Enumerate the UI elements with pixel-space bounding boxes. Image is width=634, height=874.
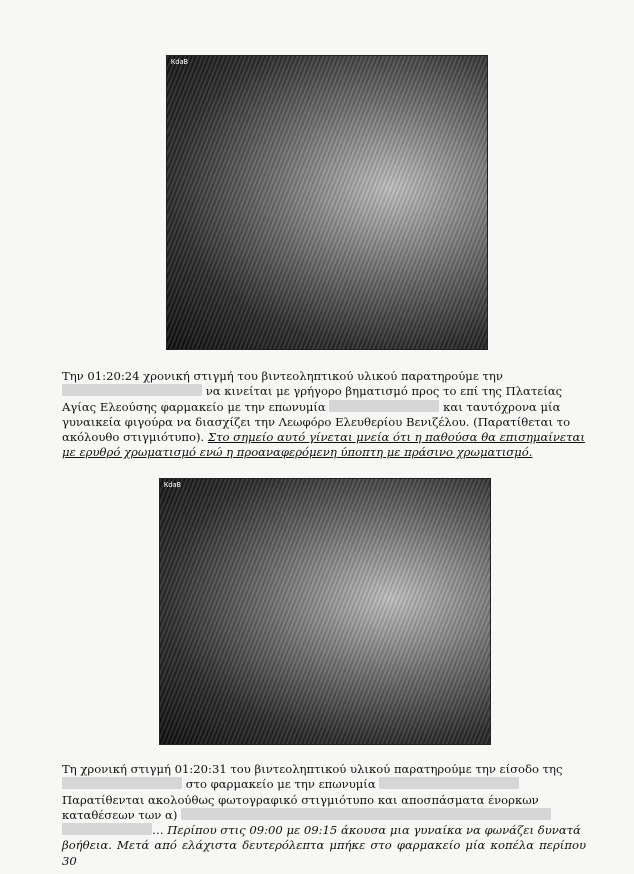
redaction [62,823,152,835]
redaction [181,808,551,820]
underlined-note: Στο σημείο αυτό γίνεται μνεία ότι η παθούσα θα επισημαίνεται [207,430,585,445]
redaction [379,777,519,789]
camera-stamp: KdaB [171,58,188,66]
redaction [329,400,439,412]
camera-stamp: KdaB [164,481,181,489]
cctv-still-2 [159,478,491,745]
redaction [62,384,202,396]
redaction [62,777,182,789]
paragraph-1: Την 01:20:24 χρονική στιγμή του βιντεοληπτικού υλικού παρατηρούμε την να κινείται με γρήγορο βηματισμό προς το επί της Πλατείας Αγίας Ελεούσης φαρμακείο με την επωνυμία και ταυτόχρονα μία γυναικεία φιγούρα να διασχίζει την Λεωφόρο Ελευθερίου Βενιζέλου. (Παρατίθεται το ακόλουθο στιγμιότυπο). Στο σημείο αυτό γίνεται μνεία ότι η παθούσα θα επισημαίνεται με ερυθρό χρωματισμό ενώ η προαναφερόμενη ύποπτη με πράσινο χρωματισμό. [62,369,585,460]
cctv-still-1 [166,55,488,350]
paragraph-2: Τη χρονική στιγμή 01:20:31 του βιντεοληπτικού υλικού παρατηρούμε την είσοδο της στο φαρμακείο με την επωνυμία Παρατίθενται ακολούθως φωτογραφικό στιγμιότυπο και αποσπάσματα ένορκων καταθέσεων των α) … Περίπου στις 09:00 με 09:15 άκουσα μια γυναίκα να φωνάζει δυνατά βοήθεια. Μετά από ελάχιστα δευτερόλεπτα μπήκε στο φαρμακείο μία κοπέλα περίπου 30 [62,762,586,868]
underlined-note: με ερυθρό χρωματισμό ενώ η προαναφερόμενη ύποπτη με πράσινο χρωματισμό. [62,445,533,460]
